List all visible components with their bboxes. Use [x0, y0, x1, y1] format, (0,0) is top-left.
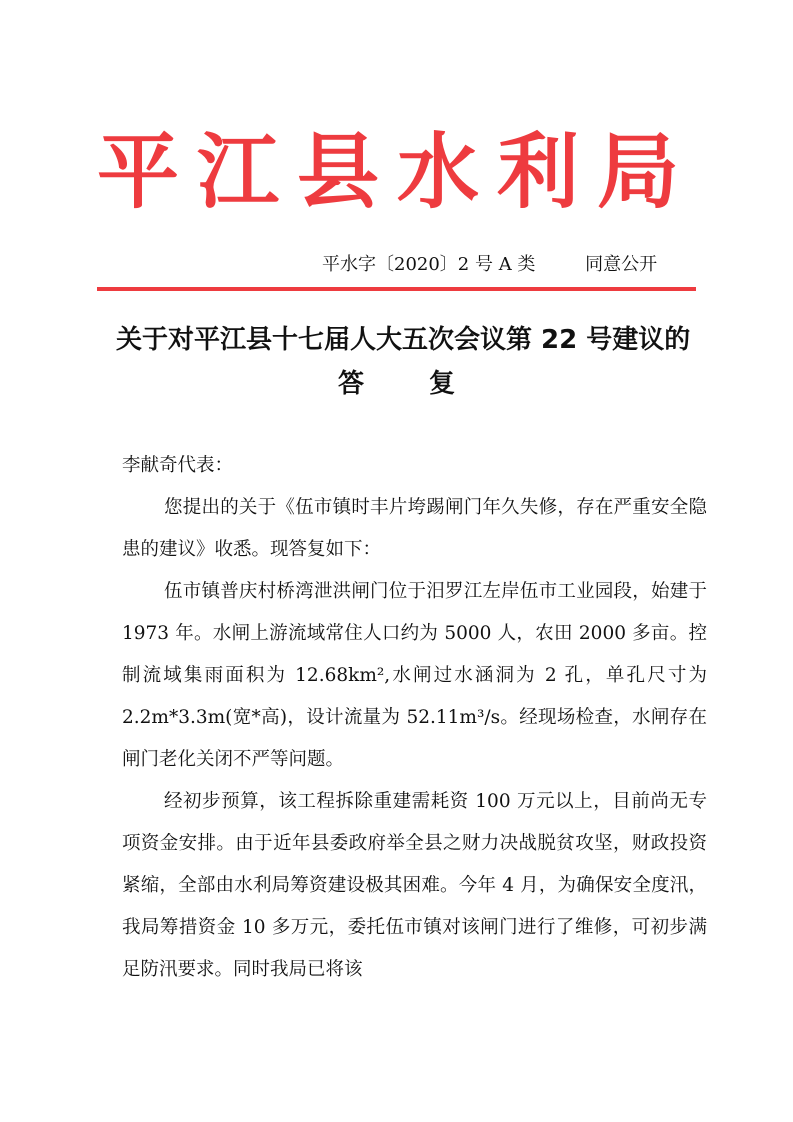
salutation: 李献奇代表： — [122, 455, 234, 476]
document-body — [122, 445, 707, 991]
body-paragraph: 伍市镇普庆村桥湾泄洪闸门位于汨罗江左岸伍市工业园段，始建于 1973 年。水闸上游流域常住人口约为 5000 人，农田 2000 多亩。控制流域集雨面积为 12.68km²,水闸过水涵洞为 2 孔，单孔尺寸为 2.2m*3.3m(宽*高)，设计流量为 52.11m³/s。经现场检查，水闸存在闸门老化关闭不严等问题。 — [122, 581, 707, 770]
title-line-1: 关于对平江县十七届人大五次会议第 22 号建议的 — [116, 325, 691, 355]
document-title — [100, 320, 693, 404]
title-line-2: 答 复 — [337, 369, 484, 399]
body-paragraph: 您提出的关于《伍市镇时丰片垮踢闸门年久失修，存在严重安全隐患的建议》收悉。现答复如下： — [122, 497, 707, 560]
document-meta-line — [322, 250, 682, 276]
body-paragraph: 经初步预算，该工程拆除重建需耗资 100 万元以上，目前尚无专项资金安排。由于近年县委政府举全县之财力决战脱贫攻坚，财政投资紧缩，全部由水利局筹资建设极其困难。今年 4 月，为确保安全度汛，我局筹措资金 10 多万元，委托伍市镇对该闸门进行了维修，可初步满足防汛要求。同时我局已将该 — [122, 791, 707, 980]
document-number: 平水字〔2020〕2 号 A 类 — [322, 254, 536, 275]
disclosure-status: 同意公开 — [585, 254, 658, 275]
red-separator-rule — [97, 287, 696, 291]
masthead-title: 平江县水利局 — [96, 125, 697, 220]
